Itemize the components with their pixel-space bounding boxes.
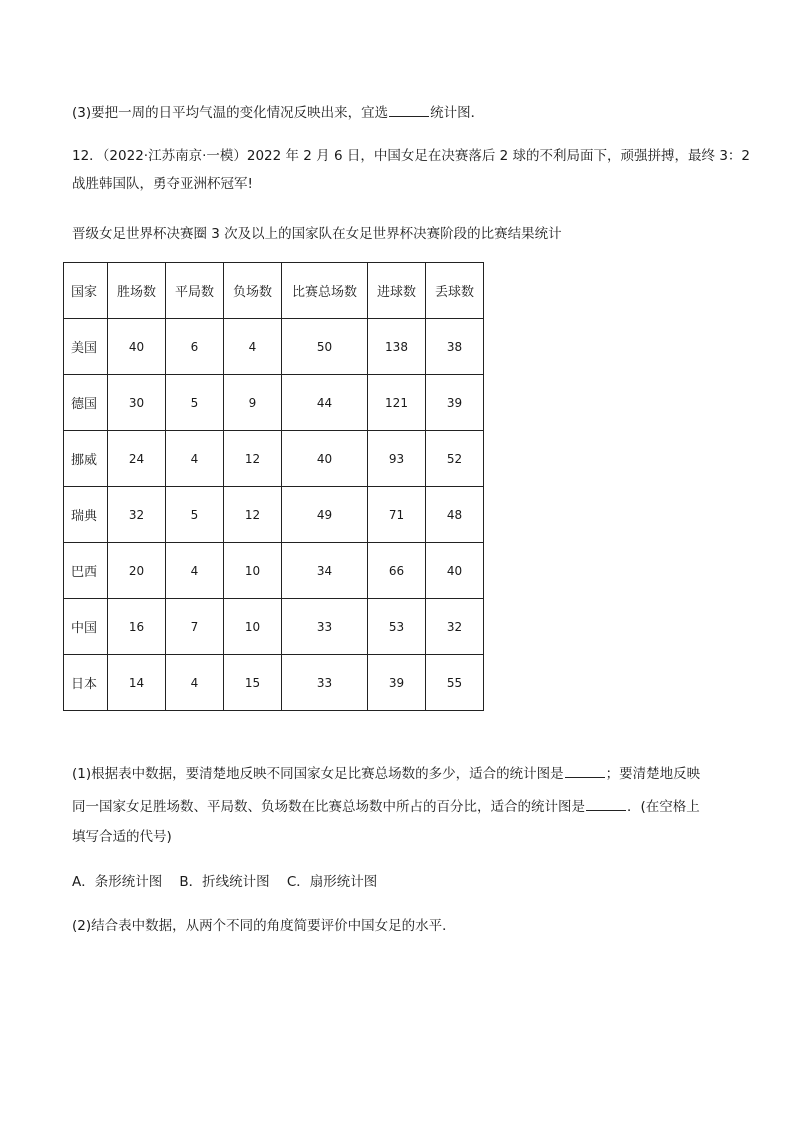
sub-question-2: (2)结合表中数据，从两个不同的角度简要评价中国女足的水平． [72, 918, 456, 934]
total-cell: 40 [282, 431, 368, 487]
losses-cell: 9 [224, 375, 282, 431]
wins-cell: 16 [108, 599, 166, 655]
losses-cell: 15 [224, 655, 282, 711]
draws-cell: 5 [166, 487, 224, 543]
header-losses: 负场数 [224, 263, 282, 319]
total-cell: 44 [282, 375, 368, 431]
country-cell: 美国 [64, 319, 108, 375]
losses-cell: 4 [224, 319, 282, 375]
goals-against-cell: 40 [426, 543, 484, 599]
country-cell: 挪威 [64, 431, 108, 487]
goals-for-cell: 66 [368, 543, 426, 599]
wins-cell: 40 [108, 319, 166, 375]
country-cell: 德国 [64, 375, 108, 431]
goals-against-cell: 48 [426, 487, 484, 543]
losses-cell: 12 [224, 431, 282, 487]
goals-for-cell: 93 [368, 431, 426, 487]
answer-blank[interactable] [389, 102, 429, 117]
header-wins: 胜场数 [108, 263, 166, 319]
sub-question-1-text: 同一国家女足胜场数、平局数、负场数在比赛总场数中所占的百分比，适合的统计图是 [72, 799, 585, 815]
total-cell: 33 [282, 655, 368, 711]
wins-cell: 32 [108, 487, 166, 543]
sub-question-1-text: (1)根据表中数据，要清楚地反映不同国家女足比赛总场数的多少，适合的统计图是 [72, 766, 564, 782]
wins-cell: 14 [108, 655, 166, 711]
sub-question-1-text-cont: ；要清楚地反映 [605, 766, 701, 782]
table-row [64, 375, 484, 431]
table-row [64, 599, 484, 655]
question-12-line-2: 战胜韩国队，勇夺亚洲杯冠军! [72, 176, 253, 192]
goals-against-cell: 55 [426, 655, 484, 711]
answer-options: A．条形统计图 B．折线统计图 C．扇形统计图 [72, 874, 378, 890]
draws-cell: 7 [166, 599, 224, 655]
goals-against-cell: 38 [426, 319, 484, 375]
header-total: 比赛总场数 [282, 263, 368, 319]
wins-cell: 30 [108, 375, 166, 431]
goals-against-cell: 52 [426, 431, 484, 487]
losses-cell: 10 [224, 599, 282, 655]
header-goals-against: 丢球数 [426, 263, 484, 319]
results-table [63, 262, 484, 711]
goals-for-cell: 138 [368, 319, 426, 375]
answer-blank[interactable] [565, 763, 605, 778]
wins-cell: 20 [108, 543, 166, 599]
draws-cell: 4 [166, 431, 224, 487]
total-cell: 34 [282, 543, 368, 599]
sub-question-1-line-3: 填写合适的代号) [72, 829, 172, 845]
goals-for-cell: 39 [368, 655, 426, 711]
sub-question-1-line-2 [72, 796, 700, 817]
table-header-row [64, 263, 484, 319]
goals-against-cell: 39 [426, 375, 484, 431]
goals-for-cell: 71 [368, 487, 426, 543]
answer-blank[interactable] [586, 796, 626, 811]
total-cell: 50 [282, 319, 368, 375]
total-cell: 49 [282, 487, 368, 543]
draws-cell: 5 [166, 375, 224, 431]
table-row [64, 487, 484, 543]
table-row [64, 431, 484, 487]
losses-cell: 12 [224, 487, 282, 543]
goals-for-cell: 121 [368, 375, 426, 431]
country-cell: 日本 [64, 655, 108, 711]
country-cell: 巴西 [64, 543, 108, 599]
total-cell: 33 [282, 599, 368, 655]
draws-cell: 6 [166, 319, 224, 375]
question-3-suffix: 统计图． [430, 105, 485, 121]
table-row [64, 319, 484, 375]
header-goals-for: 进球数 [368, 263, 426, 319]
wins-cell: 24 [108, 431, 166, 487]
question-12-line-1: 12．（2022·江苏南京·一模）2022 年 2 月 6 日，中国女足在决赛落后 2 球的不利局面下，顽强拼搏，最终 3：2 [72, 148, 750, 164]
header-draws: 平局数 [166, 263, 224, 319]
sub-question-1-line-1 [72, 763, 700, 784]
question-3 [72, 102, 484, 123]
table-row [64, 543, 484, 599]
goals-for-cell: 53 [368, 599, 426, 655]
country-cell: 瑞典 [64, 487, 108, 543]
goals-against-cell: 32 [426, 599, 484, 655]
sub-question-1-text-cont: ．(在空格上 [627, 799, 700, 815]
question-3-text: (3)要把一周的日平均气温的变化情况反映出来，宜选 [72, 105, 389, 121]
table-row [64, 655, 484, 711]
header-country: 国家 [64, 263, 108, 319]
draws-cell: 4 [166, 543, 224, 599]
losses-cell: 10 [224, 543, 282, 599]
draws-cell: 4 [166, 655, 224, 711]
country-cell: 中国 [64, 599, 108, 655]
table-title: 晋级女足世界杯决赛圈 3 次及以上的国家队在女足世界杯决赛阶段的比赛结果统计 [72, 226, 562, 242]
